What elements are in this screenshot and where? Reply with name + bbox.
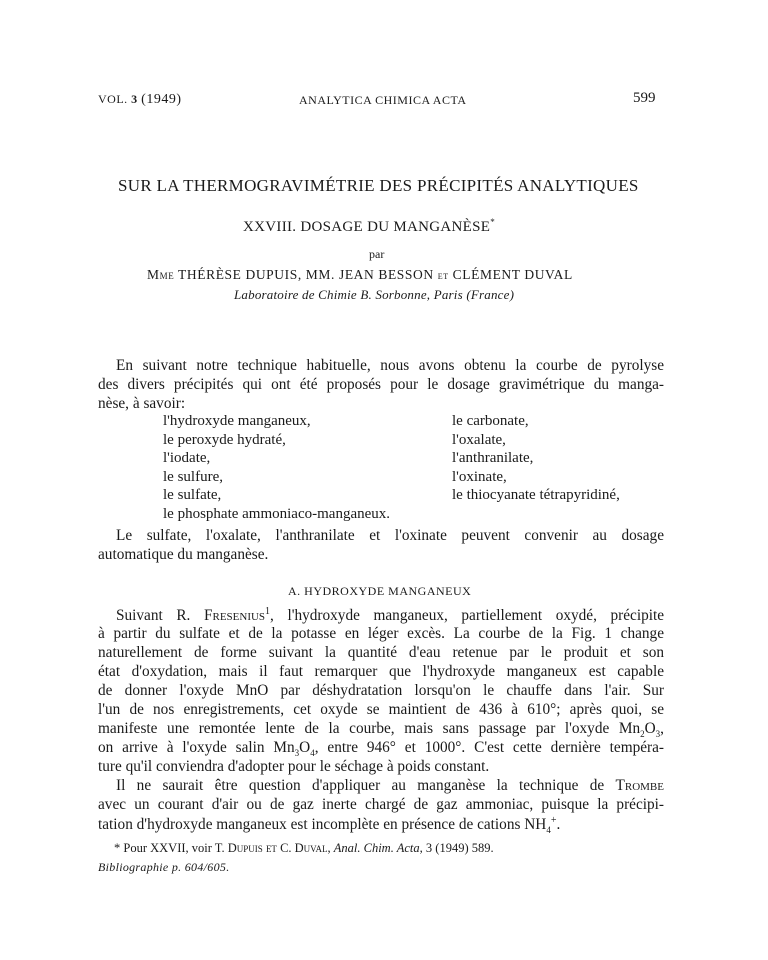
subtitle-footnote-mark: * (490, 217, 496, 227)
para1-line-6: l'un de nos enregistrements, cet oxyde se maintient de 436 à 610°; après quoi, se (98, 701, 664, 718)
summary-line-2: automatique du manganèse. (98, 546, 269, 563)
para1-line-4: état d'oxydation, mais il faut remarquer que l'hydroxyde manganeux est capable (98, 663, 664, 680)
para1-line-3: naturellement de forme suivant la quantité d'eau retenue par le produit et son (98, 644, 664, 661)
list-item: le sulfate, (163, 487, 222, 503)
by-word: par (369, 247, 385, 261)
text: , (660, 720, 664, 737)
affiliation: Laboratoire de Chimie B. Sorbonne, Paris (France) (234, 287, 515, 302)
footnote-mark: * (114, 841, 121, 855)
article-subtitle (243, 217, 495, 236)
text: . (556, 816, 561, 834)
text: manifeste une remontée lente de la courbe, mais sans passage par l'oxyde Mn (98, 720, 641, 737)
para1-line-2: à partir du sulfate et de la potasse en léger excès. La courbe de la Fig. 1 change (98, 625, 664, 642)
list-item: l'iodate, (163, 450, 211, 466)
para1-line-9: ture qu'il conviendra d'adopter pour le séchage à poids constant. (98, 758, 490, 775)
para2-line-3 (98, 815, 560, 835)
list-item: le sulfure, (163, 469, 223, 485)
superscript: + (550, 815, 557, 826)
author-conjunction: et (437, 270, 449, 282)
year: (1949) (141, 92, 182, 107)
running-header-volume (98, 92, 182, 108)
intro-line-1: En suivant notre technique habituelle, nous avons obtenu la courbe de pyrolyse (116, 357, 664, 374)
subtitle-text: XXVIII. DOSAGE DU MANGANÈSE (243, 219, 491, 235)
subscript: 3 (294, 748, 300, 759)
list-item: le peroxyde hydraté, (163, 432, 286, 448)
page-number: 599 (633, 90, 656, 106)
intro-line-3: nèse, à savoir: (98, 395, 186, 412)
text: O (644, 720, 656, 737)
para1-line-7 (98, 720, 664, 739)
author-title-mm: MM. (305, 267, 335, 282)
volume-number: 3 (131, 92, 138, 106)
text: , l'hydroxyde manganeux, partiellement oxydé, précipite (270, 607, 665, 625)
para1-line-8 (98, 739, 664, 758)
bibliography-note: Bibliographie p. 604/605. (98, 860, 230, 874)
list-item: le thiocyanate tétrapyridiné, (452, 487, 620, 503)
author-title-mme: Mme (147, 267, 175, 282)
journal-name: ANALYTICA CHIMICA ACTA (299, 93, 467, 107)
text: , entre 946° et 1000°. C'est cette dernière tempéra- (314, 739, 665, 756)
list-item: l'anthranilate, (452, 450, 534, 466)
list-item: le carbonate, (452, 413, 529, 429)
intro-line-2: des divers précipités qui ont été proposés pour le dosage gravimétrique du manga- (98, 376, 664, 393)
authors-line (147, 267, 573, 283)
volume-prefix: VOL. (98, 92, 128, 106)
para1-line-1 (116, 606, 664, 625)
para2-line-1 (116, 777, 664, 795)
list-item: l'hydroxyde manganeux, (163, 413, 311, 429)
author-name: Trombe (615, 777, 664, 794)
list-item: le phosphate ammoniaco-manganeux. (163, 506, 391, 522)
list-item: l'oxinate, (452, 469, 507, 485)
text: on arrive à l'oxyde salin Mn (98, 739, 295, 756)
author-name: Dupuis (227, 841, 263, 855)
para1-line-5: de donner l'oxyde MnO par déshydratation lorsqu'on le chauffe dans l'air. Sur (98, 682, 664, 699)
subscript: 3 (655, 729, 661, 740)
reference: 3 (1949) 589. (422, 841, 494, 855)
author-name: Fresenius (203, 607, 266, 625)
article-title: SUR LA THERMOGRAVIMÉTRIE DES PRÉCIPITÉS ANALYTIQUES (118, 176, 639, 195)
reference-mark: 1 (265, 606, 271, 617)
text: Il ne saurait être question d'appliquer au manganèse la technique de (116, 777, 616, 794)
journal-name: Anal. Chim. Acta, (333, 841, 423, 855)
author-name: C. Duval, (280, 841, 331, 855)
author-3: CLÉMENT DUVAL (452, 267, 573, 282)
summary-line-1: Le sulfate, l'oxalate, l'anthranilate et l'oxinate peuvent convenir au dosage (116, 527, 664, 544)
text: Suivant R. (116, 607, 204, 625)
conjunction: et (262, 841, 281, 855)
footnote (114, 841, 494, 856)
subscript: 4 (310, 748, 315, 759)
text: Pour XXVII, voir T. (120, 841, 228, 855)
section-heading: A. HYDROXYDE MANGANEUX (288, 584, 472, 598)
list-item: l'oxalate, (452, 432, 506, 448)
para2-line-2: avec un courant d'air ou de gaz inerte chargé de gaz ammoniac, puisque la précipi- (98, 796, 664, 813)
author-1: THÉRÈSE DUPUIS, (178, 267, 302, 282)
author-2: JEAN BESSON (338, 267, 434, 282)
text: tation d'hydroxyde manganeux est incomplète en présence de cations NH (98, 816, 547, 834)
subscript: 4 (546, 825, 551, 836)
text: O (299, 739, 311, 756)
subscript: 2 (640, 729, 645, 740)
